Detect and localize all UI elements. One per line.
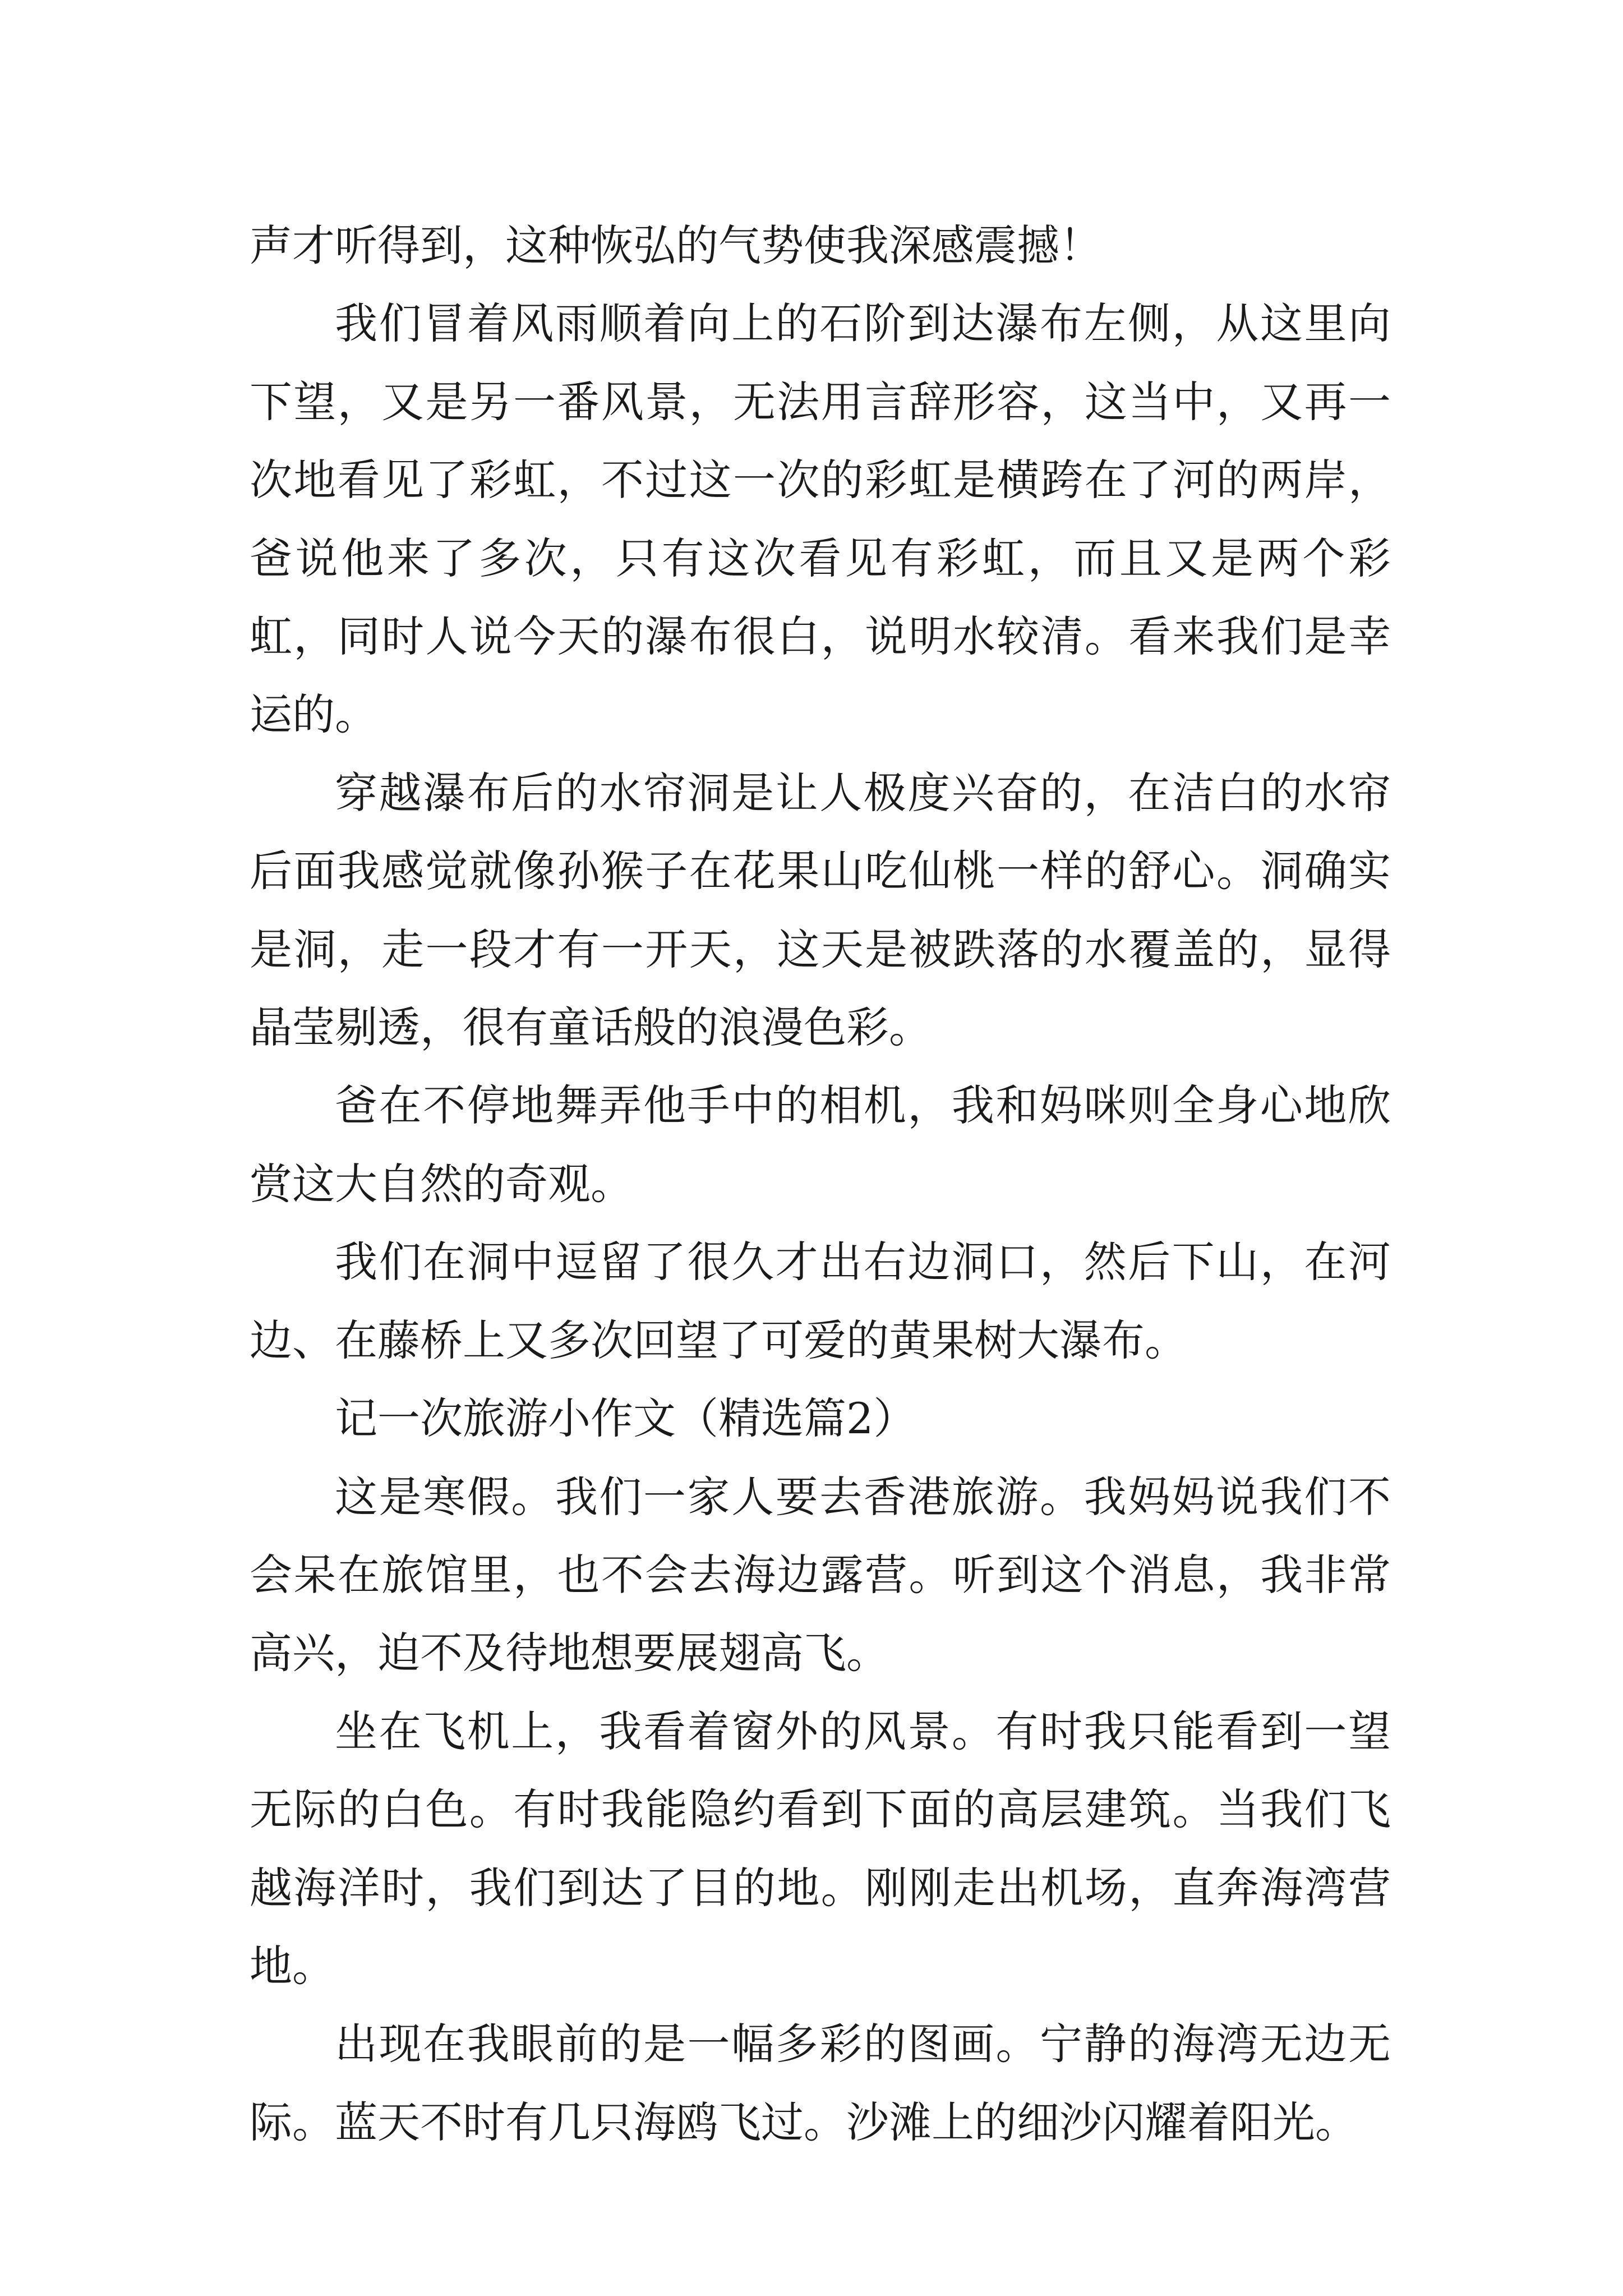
paragraph-camera: 爸在不停地舞弄他手中的相机，我和妈咪则全身心地欣赏这大自然的奇观。 (250, 1080, 1391, 1209)
paragraph-waterfall-left-side: 我们冒着风雨顺着向上的石阶到达瀑布左侧，从这里向下望，又是另一番风景，无法用言辞形容，这当中，又再一次地看见了彩虹，不过这一次的彩虹是横跨在了河的两岸，爸说他来了多次，只有这次看见有彩虹，而且又是两个彩虹，同时人说今天的瀑布很白，说明水较清。看来我们是幸运的。 (250, 298, 1391, 740)
paragraph-winter-vacation: 这是寒假。我们一家人要去香港旅游。我妈妈说我们不会呆在旅馆里，也不会去海边露营。听到这个消息，我非常高兴，迫不及待地想要展翅高飞。 (250, 1471, 1391, 1678)
document-body (250, 206, 1391, 2161)
paragraph-leaving-cave: 我们在洞中逗留了很久才出右边洞口，然后下山，在河边、在藤桥上又多次回望了可爱的黄果树大瀑布。 (250, 1237, 1391, 1365)
paragraph-water-curtain-cave: 穿越瀑布后的水帘洞是让人极度兴奋的，在洁白的水帘后面我感觉就像孙猴子在花果山吃仙桃一样的舒心。洞确实是洞，走一段才有一开天，这天是被跌落的水覆盖的，显得晶莹剔透，很有童话般的浪漫色彩。 (250, 767, 1391, 1053)
paragraph-bay-scene: 出现在我眼前的是一幅多彩的图画。宁静的海湾无边无际。蓝天不时有几只海鸥飞过。沙滩上的细沙闪耀着阳光。 (250, 2019, 1391, 2147)
paragraph-continuation: 声才听得到，这种恢弘的气势使我深感震撼！ (250, 220, 1102, 270)
section-heading: 记一次旅游小作文（精选篇2） (335, 1393, 916, 1444)
paragraph-on-plane: 坐在飞机上，我看着窗外的风景。有时我只能看到一望无际的白色。有时我能隐约看到下面的高层建筑。当我们飞越海洋时，我们到达了目的地。刚刚走出机场，直奔海湾营地。 (250, 1706, 1391, 1991)
